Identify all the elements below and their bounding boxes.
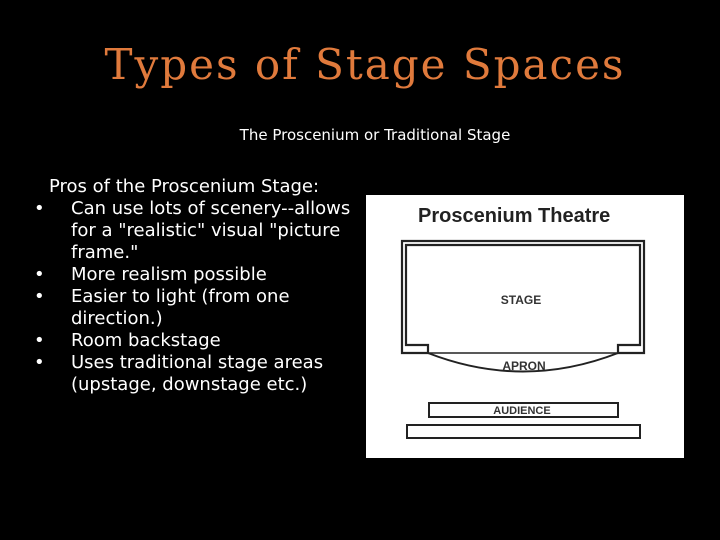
list-item-text: Room backstage	[71, 330, 221, 351]
apron-label: APRON	[502, 359, 546, 373]
proscenium-diagram	[366, 195, 684, 458]
list-item-text: More realism possible	[71, 264, 267, 285]
list-item	[34, 286, 364, 330]
list-item	[34, 352, 364, 396]
list-item-text: Uses traditional stage areas (upstage, downstage etc.)	[71, 352, 324, 395]
stage-label: STAGE	[500, 293, 542, 307]
audience-row	[407, 425, 640, 438]
content-heading: Pros of the Proscenium Stage:	[49, 176, 320, 197]
audience-label: AUDIENCE	[493, 405, 551, 417]
list-item-text: Easier to light (from one direction.)	[71, 286, 290, 329]
diagram-title: Proscenium Theatre	[418, 205, 611, 227]
list-item-text: Can use lots of scenery--allows for a "realistic" visual "picture frame."	[71, 198, 351, 263]
bullet-icon: •	[34, 264, 45, 285]
bullet-list	[34, 198, 364, 396]
content-text-block	[34, 176, 364, 396]
bullet-icon: •	[34, 198, 45, 219]
bullet-icon: •	[34, 330, 45, 351]
slide-title: Types of Stage Spaces	[104, 40, 626, 89]
list-item	[34, 198, 364, 264]
slide-subtitle: The Proscenium or Traditional Stage	[239, 126, 511, 144]
bullet-icon: •	[34, 352, 45, 373]
proscenium-diagram-svg	[366, 195, 684, 458]
list-item	[34, 330, 364, 352]
bullet-icon: •	[34, 286, 45, 307]
list-item	[34, 264, 364, 286]
